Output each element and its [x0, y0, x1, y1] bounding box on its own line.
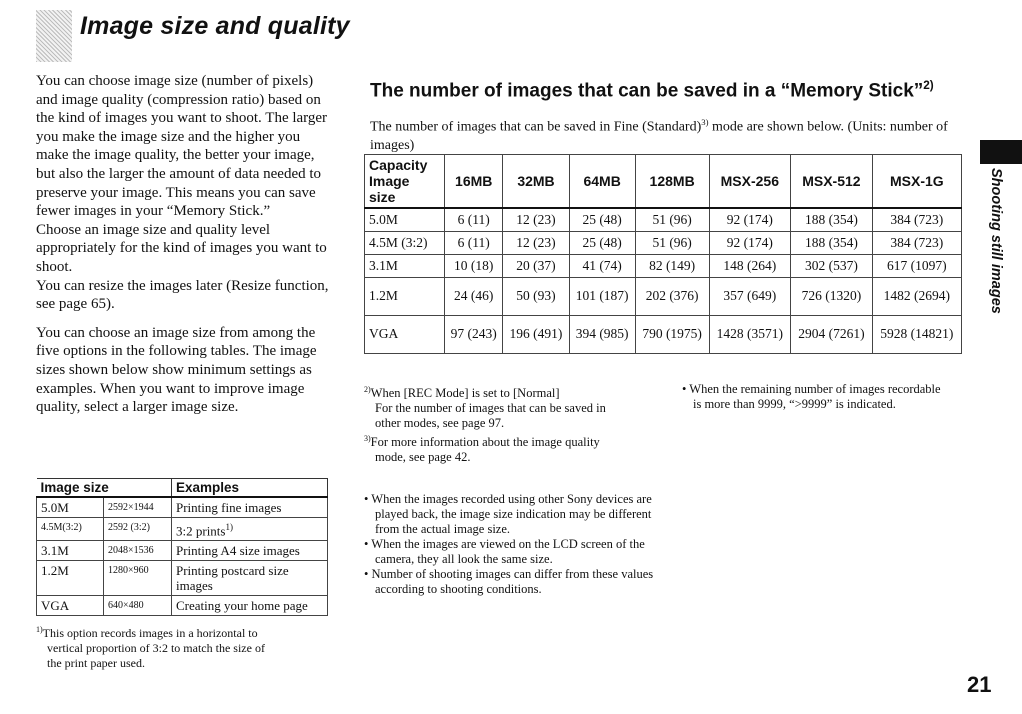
table-row: VGA 640×480 Creating your home page	[37, 596, 328, 616]
list-item: • When the images are viewed on the LCD screen of the camera, they all look the same size.	[364, 537, 645, 566]
page-title: Image size and quality	[80, 12, 350, 40]
intro-paragraph-2: Choose an image size and quality level appropriately for the kind of images you want to shoot.	[36, 221, 327, 275]
col-header-examples: Examples	[172, 479, 328, 498]
image-count-table	[364, 154, 962, 354]
intro-paragraph-4: You can choose an image size from among the five options in the following tables. The image sizes shown below show minimum settings as examples. When you want to improve image quality, select a larger image size.	[36, 324, 317, 416]
col-header: MSX-512	[791, 155, 873, 209]
table-row: 5.0M 6 (11) 12 (23) 25 (48) 51 (96) 92 (174) 188 (354) 384 (723)	[365, 208, 962, 231]
table-row: 5.0M 2592×1944 Printing fine images	[37, 497, 328, 518]
table-row: 1.2M 24 (46) 50 (93) 101 (187) 202 (376) 357 (649) 726 (1320) 1482 (2694)	[365, 277, 962, 315]
col-header: MSX-1G	[872, 155, 961, 209]
table-row: 4.5M(3:2) 2592 (3:2) 3:2 prints$^{1)}$	[37, 518, 328, 541]
intro-text	[36, 72, 332, 417]
col-header-image-size: Image size	[37, 479, 172, 498]
col-header: 128MB	[635, 155, 709, 209]
image-size-table	[36, 478, 328, 616]
intro-paragraph-1: You can choose image size (number of pixels) and image quality (compression ratio) based on the kind of images you want to shoot. The larger you make the image size and the higher you make the image quality, the better your image, but also the larger the amount of data needed to preserve your image. This means you can save fewer images in your “Memory Stick.”	[36, 73, 328, 220]
list-item: • When the images recorded using other Sony devices are played back, the image size indication may be different from the actual image size.	[364, 492, 652, 536]
size-table-footnote: $^{1)}$This option records images in a horizontal to vertical proportion of 3:2 to match the size of the print paper used.	[36, 625, 265, 670]
table-row: VGA 97 (243) 196 (491) 394 (985) 790 (1975) 1428 (3571) 2904 (7261) 5928 (14821)	[365, 315, 962, 353]
section-tab-marker	[980, 140, 1022, 164]
col-header: MSX-256	[709, 155, 791, 209]
table-row: 3.1M 2048×1536 Printing A4 size images	[37, 541, 328, 561]
col-header: 64MB	[569, 155, 635, 209]
col-header: 32MB	[503, 155, 569, 209]
title-decoration	[36, 10, 72, 62]
table-row: 4.5M (3:2) 6 (11) 12 (23) 25 (48) 51 (96) 92 (174) 188 (354) 384 (723)	[365, 231, 962, 254]
table-row: 1.2M 1280×960 Printing postcard size images	[37, 561, 328, 596]
col-header: 16MB	[445, 155, 503, 209]
notes-list	[364, 492, 664, 597]
table-row: 3.1M 10 (18) 20 (37) 41 (74) 82 (149) 148 (264) 302 (537) 617 (1097)	[365, 254, 962, 277]
section-label: Shooting still images	[988, 168, 1004, 314]
table-footnotes: $^{2)}$When [REC Mode] is set to [Normal] For the number of images that can be saved in other modes, see page 97. $^{3)}$For more information about the image quality mode, see page 42.	[364, 385, 606, 465]
page-number: 21	[967, 672, 992, 697]
intro-paragraph-3: You can resize the images later (Resize function, see page 65).	[36, 277, 329, 313]
section-intro: The number of images that can be saved in Fine (Standard)$^{3)}$ mode are shown below. (Units: number of images)	[370, 117, 948, 153]
list-item: • Number of shooting images can differ from these values according to shooting conditions.	[364, 567, 654, 596]
corner-header: Capacity Image size	[365, 155, 445, 209]
remaining-count-note: • When the remaining number of images recordable is more than 9999, “>9999” is indicated.	[682, 382, 941, 411]
section-title: The number of images that can be saved in a “Memory Stick”$^{2)}$	[370, 79, 934, 102]
